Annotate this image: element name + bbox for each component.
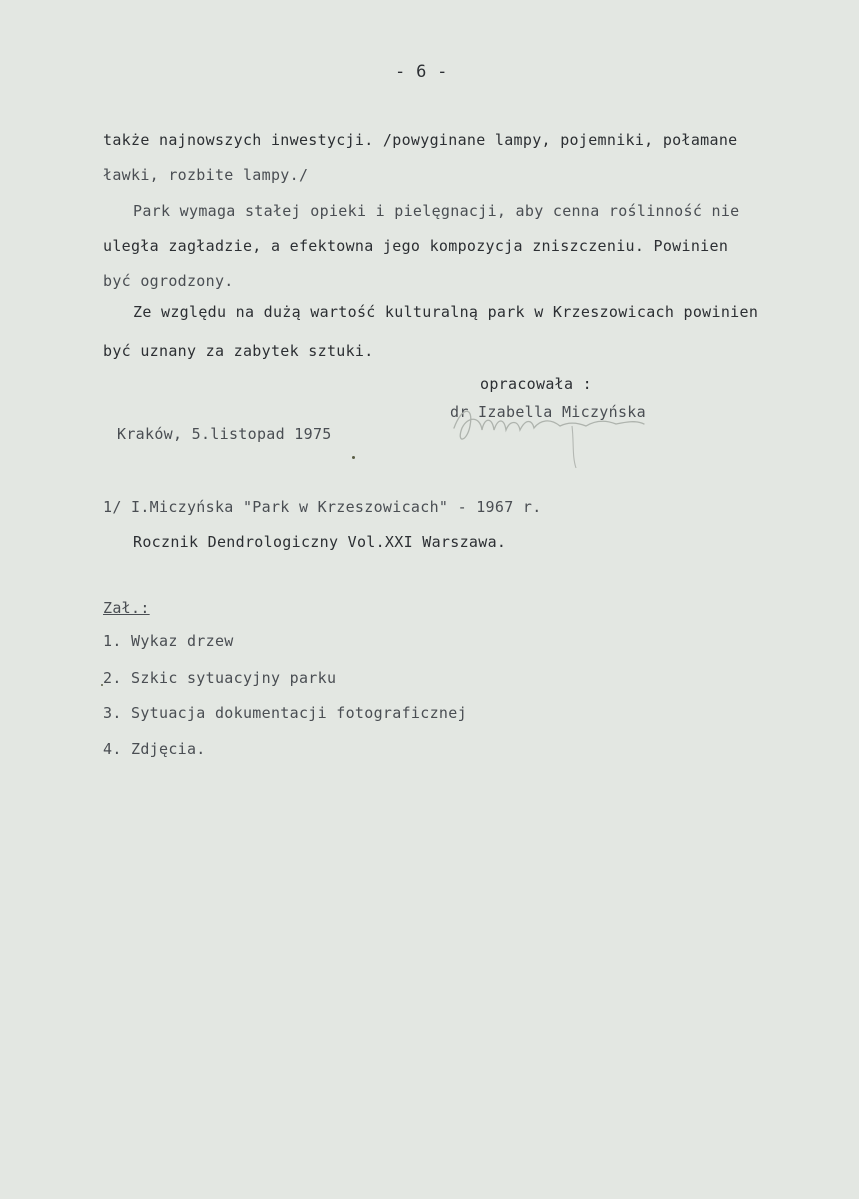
place-date: Kraków, 5.listopad 1975 — [117, 425, 332, 443]
body-line: Ze względu na dużą wartość kulturalną park w Krzeszowicach powinien — [133, 303, 759, 321]
prepared-by-label: opracowała : — [480, 375, 592, 393]
author-name: dr Izabella Miczyńska — [450, 403, 646, 421]
body-line: uległa zagładzie, a efektowna jego kompozycja zniszczeniu. Powinien — [103, 237, 729, 255]
reference-line: 1/ I.Miczyńska "Park w Krzeszowicach" - 1967 r. — [103, 498, 542, 516]
body-line: także najnowszych inwestycji. /powyginane lampy, pojemniki, połamane — [103, 131, 738, 149]
attachment-item: 2. Szkic sytuacyjny parku — [103, 669, 337, 687]
body-line: ławki, rozbite lampy./ — [103, 166, 309, 184]
body-line: Park wymaga stałej opieki i pielęgnacji, aby cenna roślinność nie — [133, 202, 740, 220]
reference-line: Rocznik Dendrologiczny Vol.XXI Warszawa. — [133, 533, 507, 551]
attachment-item: 4. Zdjęcia. — [103, 740, 206, 758]
page-number: - 6 - — [395, 62, 448, 82]
attachments-label: Zał.: — [103, 599, 150, 617]
ink-speck — [352, 456, 355, 459]
attachment-item: 3. Sytuacja dokumentacji fotograficznej — [103, 704, 467, 722]
body-line: być ogrodzony. — [103, 272, 234, 290]
body-line: być uznany za zabytek sztuki. — [103, 342, 374, 360]
attachment-item: 1. Wykaz drzew — [103, 632, 234, 650]
handwritten-signature — [440, 398, 670, 478]
